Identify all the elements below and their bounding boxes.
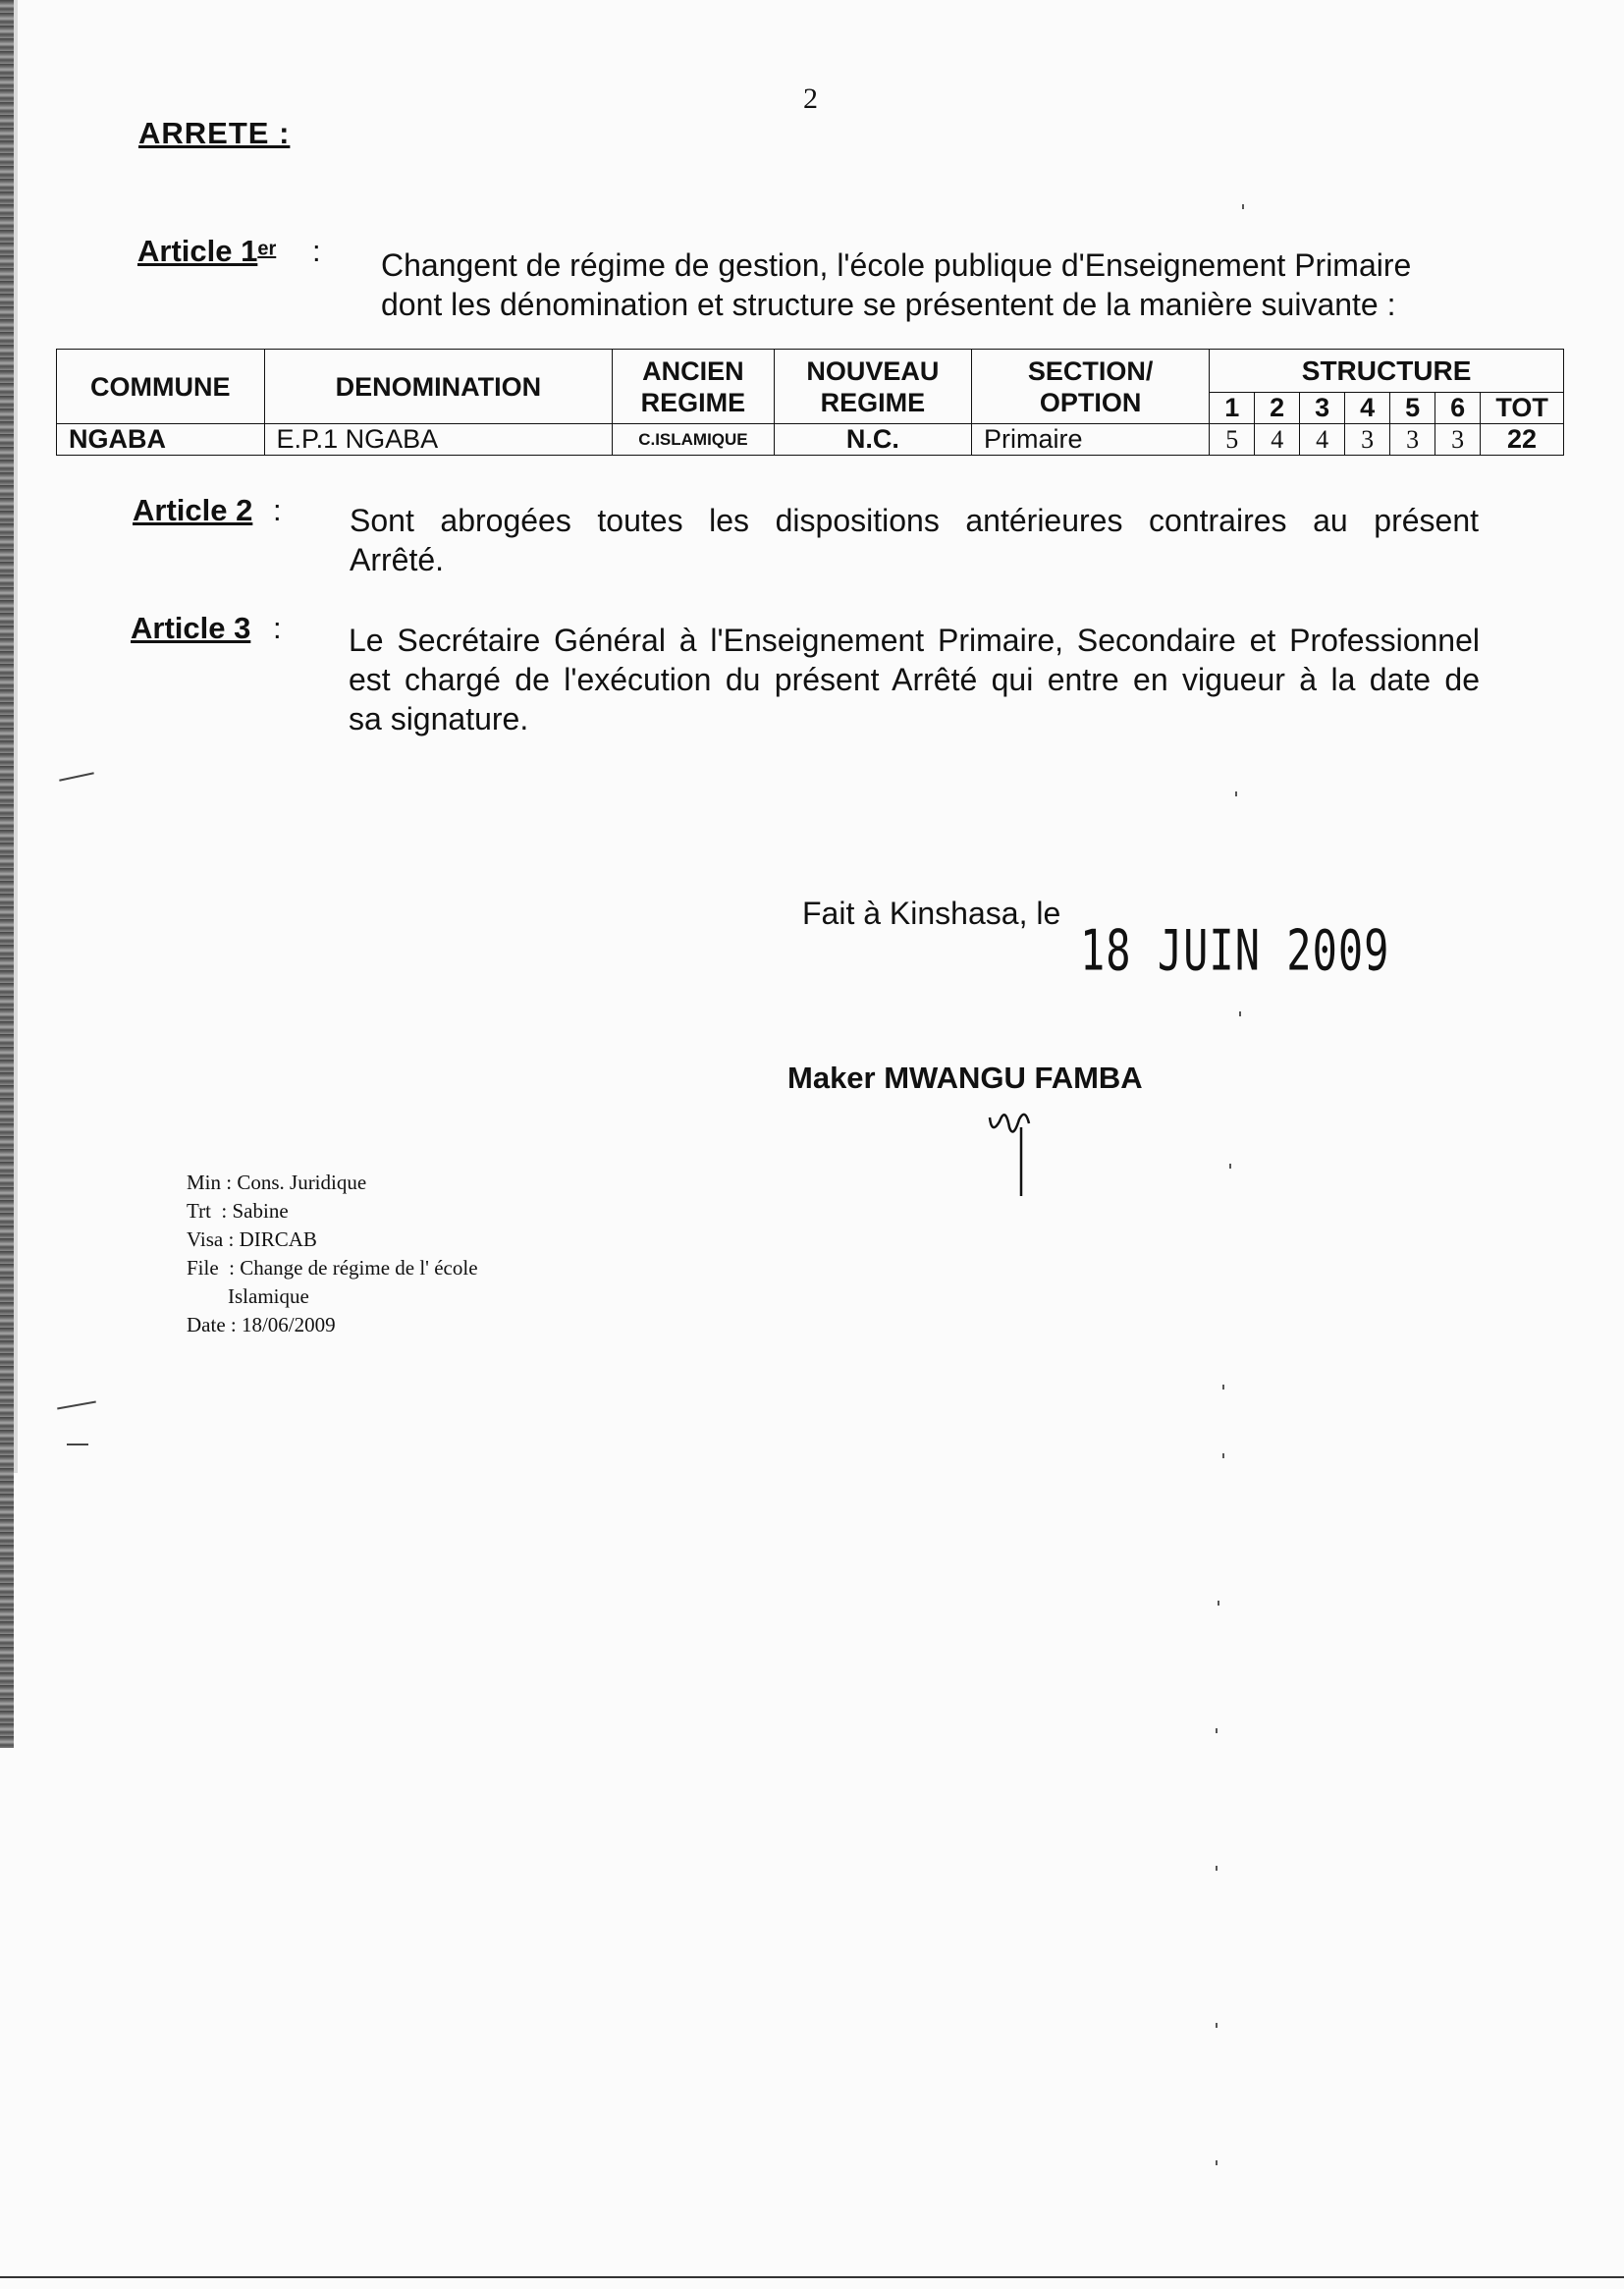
header-structure: STRUCTURE [1210,350,1564,393]
arrete-heading: ARRETE : [138,116,291,150]
footer-date: Date : 18/06/2009 [187,1313,336,1336]
scan-speck [1222,1385,1224,1390]
header-nouveau-line-1: NOUVEAU [806,355,940,386]
scan-speck [1229,1164,1231,1169]
header-section-option [972,350,1210,424]
scan-speck [1239,1011,1241,1016]
footer-notes [187,1169,478,1339]
signer-name: Maker MWANGU FAMBA [787,1061,1143,1095]
structure-value-1: 5 [1210,424,1255,456]
table-row [57,424,1564,456]
footer-file-1: File : Change de régime de l' école [187,1256,478,1280]
page-number: 2 [803,82,818,115]
article-1-label-sup: er [257,238,277,260]
article-1-line-2: dont les dénomination et structure se présentent de la manière suivante : [381,287,1396,322]
structure-col-6: 6 [1435,393,1481,424]
footer-trt: Trt : Sabine [187,1199,289,1223]
article-3-label: Article 3 [131,611,251,645]
article-1-line-1: Changent de régime de gestion, l'école publique d'Enseignement Primaire [381,247,1412,283]
row-denomination: E.P.1 NGABA [264,424,613,456]
scan-edge-highlight [14,0,18,1473]
article-1-text [381,245,1490,324]
header-section-line-1: SECTION/ [1027,355,1154,386]
header-nouveau-line-2: REGIME [820,387,926,417]
school-table [56,349,1564,456]
article-1-colon: : [312,234,321,268]
scan-mark [57,1401,96,1410]
article-3-text [349,621,1480,738]
footer-file-2: Islamique [187,1284,309,1308]
footer-min: Min : Cons. Juridique [187,1171,367,1194]
scan-mark [67,1444,88,1445]
header-denomination: DENOMINATION [264,350,613,424]
row-section: Primaire [972,424,1210,456]
article-2-label: Article 2 [133,493,253,527]
scan-speck [1218,1601,1219,1606]
article-2-line-1: Sont abrogées toutes les dispositions antérieures contraires au présent [350,503,1479,538]
row-commune: NGABA [57,424,265,456]
structure-col-4: 4 [1345,393,1390,424]
article-2-line-2: Arrêté. [350,542,445,577]
header-section-line-2: OPTION [1039,387,1142,417]
article-3-line-1: Le Secrétaire Général à l'Enseignement Primaire, Secondaire et Professionnel [349,623,1480,658]
header-nouveau-regime [774,350,971,424]
scan-speck [1242,204,1244,209]
article-3-line-3: sa signature. [349,701,529,736]
structure-col-5: 5 [1390,393,1435,424]
header-ancien-regime [613,350,775,424]
date-stamp: 18 JUIN 2009 [1080,918,1390,984]
structure-value-6: 3 [1435,424,1481,456]
header-ancien-line-1: ANCIEN [642,355,744,386]
scan-speck [1216,1728,1218,1733]
article-3-colon: : [273,611,282,645]
article-2-colon: : [273,493,282,527]
scan-speck [1235,791,1237,796]
structure-value-5: 3 [1390,424,1435,456]
signature-icon [982,1098,1051,1206]
scan-speck [1216,2160,1218,2165]
header-ancien-line-2: REGIME [640,387,746,417]
header-commune: COMMUNE [57,350,265,424]
structure-col-3: 3 [1300,393,1345,424]
article-1-label [137,234,276,269]
article-3-line-2: est chargé de l'exécution du présent Arrêté qui entre en vigueur à la date de [349,662,1480,697]
scan-mark [59,772,94,781]
bottom-rule [0,2276,1624,2278]
structure-col-tot: TOT [1481,393,1564,424]
row-ancien-regime: C.ISLAMIQUE [613,424,775,456]
fait-a-kinshasa: Fait à Kinshasa, le [802,896,1061,931]
scan-edge-shadow [0,0,14,1748]
footer-visa: Visa : DIRCAB [187,1227,317,1251]
structure-value-2: 4 [1255,424,1300,456]
article-1-label-main: Article 1 [137,234,258,268]
structure-col-2: 2 [1255,393,1300,424]
structure-value-3: 4 [1300,424,1345,456]
structure-col-1: 1 [1210,393,1255,424]
row-nouveau-regime: N.C. [774,424,971,456]
article-2-text [350,501,1479,579]
scan-speck [1216,1866,1218,1871]
structure-value-4: 3 [1345,424,1390,456]
scan-speck [1222,1453,1224,1458]
scan-speck [1216,2023,1218,2028]
structure-value-tot: 22 [1481,424,1564,456]
